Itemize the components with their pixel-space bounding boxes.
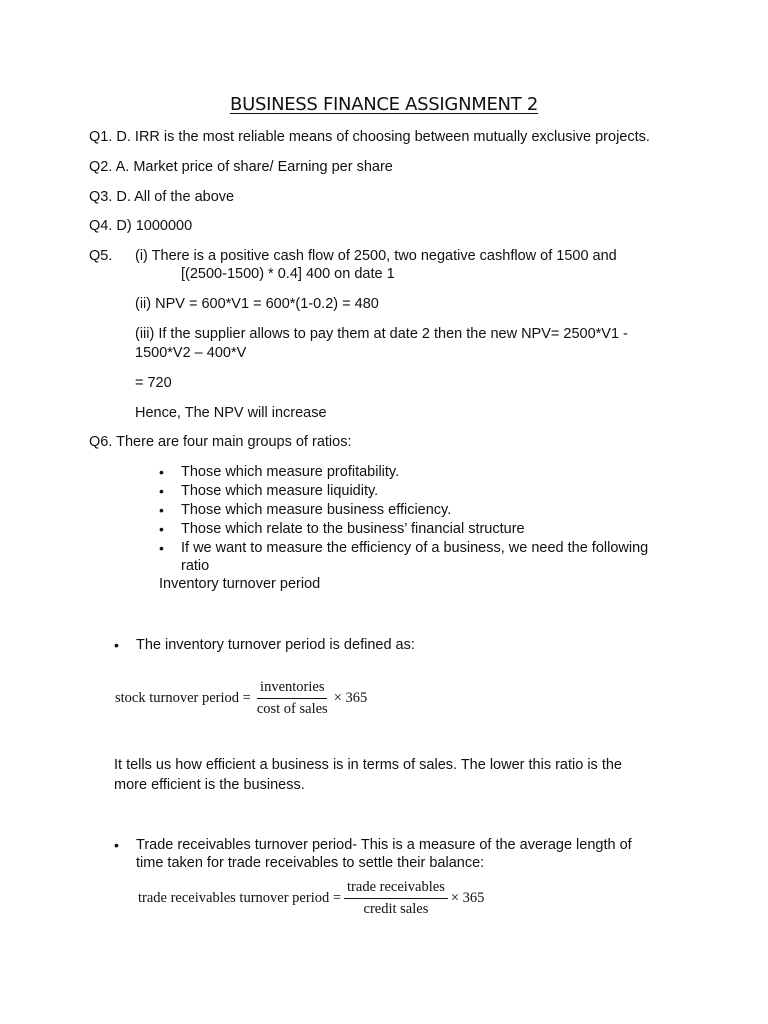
formula-lhs: trade receivables turnover period = <box>138 890 342 906</box>
bullet-dot: • <box>159 521 164 537</box>
formula-denominator: cost of sales <box>256 701 328 717</box>
q5-conclusion: Hence, The NPV will increase <box>135 405 327 421</box>
ratio-group-item-continued: ratio <box>181 558 210 574</box>
formula-numerator: trade receivables <box>344 879 448 899</box>
ratio-group-item: If we want to measure the efficiency of a business, we need the following <box>181 540 649 556</box>
ratio-group-item: Those which measure business efficiency. <box>181 502 452 518</box>
formula-multiplier: × 365 <box>450 890 485 906</box>
ratio-group-item: Those which measure profitability. <box>181 464 400 480</box>
receivables-formula <box>138 879 484 918</box>
q5-part-i-line1: (i) There is a positive cash flow of 2500, two negative cashflow of 1500 and <box>135 248 617 264</box>
q5-part-iii-line2: 1500*V2 – 400*V <box>135 345 247 361</box>
q5-part-ii: (ii) NPV = 600*V1 = 600*(1-0.2) = 480 <box>135 296 379 312</box>
q5-part-i-line2: [(2500-1500) * 0.4] 400 on date 1 <box>181 266 395 282</box>
inventory-definition: The inventory turnover period is defined as: <box>136 637 415 653</box>
receivables-definition-line1: Trade receivables turnover period- This is a measure of the average length of <box>136 837 632 853</box>
bullet-dot: • <box>114 637 119 653</box>
q5-result: = 720 <box>135 375 172 391</box>
bullet-dot: • <box>114 837 119 853</box>
ratio-group-item: Those which relate to the business’ financial structure <box>181 521 525 537</box>
answer-q2: Q2. A. Market price of share/ Earning per share <box>89 159 393 175</box>
answer-q3: Q3. D. All of the above <box>89 189 235 205</box>
q5-label: Q5. <box>89 248 113 264</box>
formula-numerator: inventories <box>257 679 327 699</box>
inventory-heading: Inventory turnover period <box>159 576 321 592</box>
formula-multiplier: × 365 <box>333 690 368 706</box>
inventory-explanation-line1: It tells us how efficient a business is in terms of sales. The lower this ratio is the <box>114 757 622 773</box>
page-title: BUSINESS FINANCE ASSIGNMENT 2 <box>230 94 538 115</box>
formula-lhs: stock turnover period = <box>115 690 251 706</box>
bullet-dot: • <box>159 540 164 556</box>
answer-q4: Q4. D) 1000000 <box>89 218 193 234</box>
bullet-dot: • <box>159 483 164 499</box>
formula-fraction <box>254 679 331 718</box>
inventory-explanation-line2: more efficient is the business. <box>114 777 305 793</box>
formula-fraction <box>344 879 448 918</box>
ratio-group-item: Those which measure liquidity. <box>181 483 379 499</box>
answer-q1: Q1. D. IRR is the most reliable means of choosing between mutually exclusive projects. <box>89 129 650 145</box>
q6-intro: Q6. There are four main groups of ratios: <box>89 434 352 450</box>
q5-part-iii-line1: (iii) If the supplier allows to pay them at date 2 then the new NPV= 2500*V1 - <box>135 326 628 342</box>
bullet-dot: • <box>159 502 164 518</box>
receivables-definition-line2: time taken for trade receivables to settle their balance: <box>136 855 485 871</box>
inventory-formula <box>115 679 367 718</box>
formula-denominator: credit sales <box>363 901 429 917</box>
bullet-dot: • <box>159 464 164 480</box>
